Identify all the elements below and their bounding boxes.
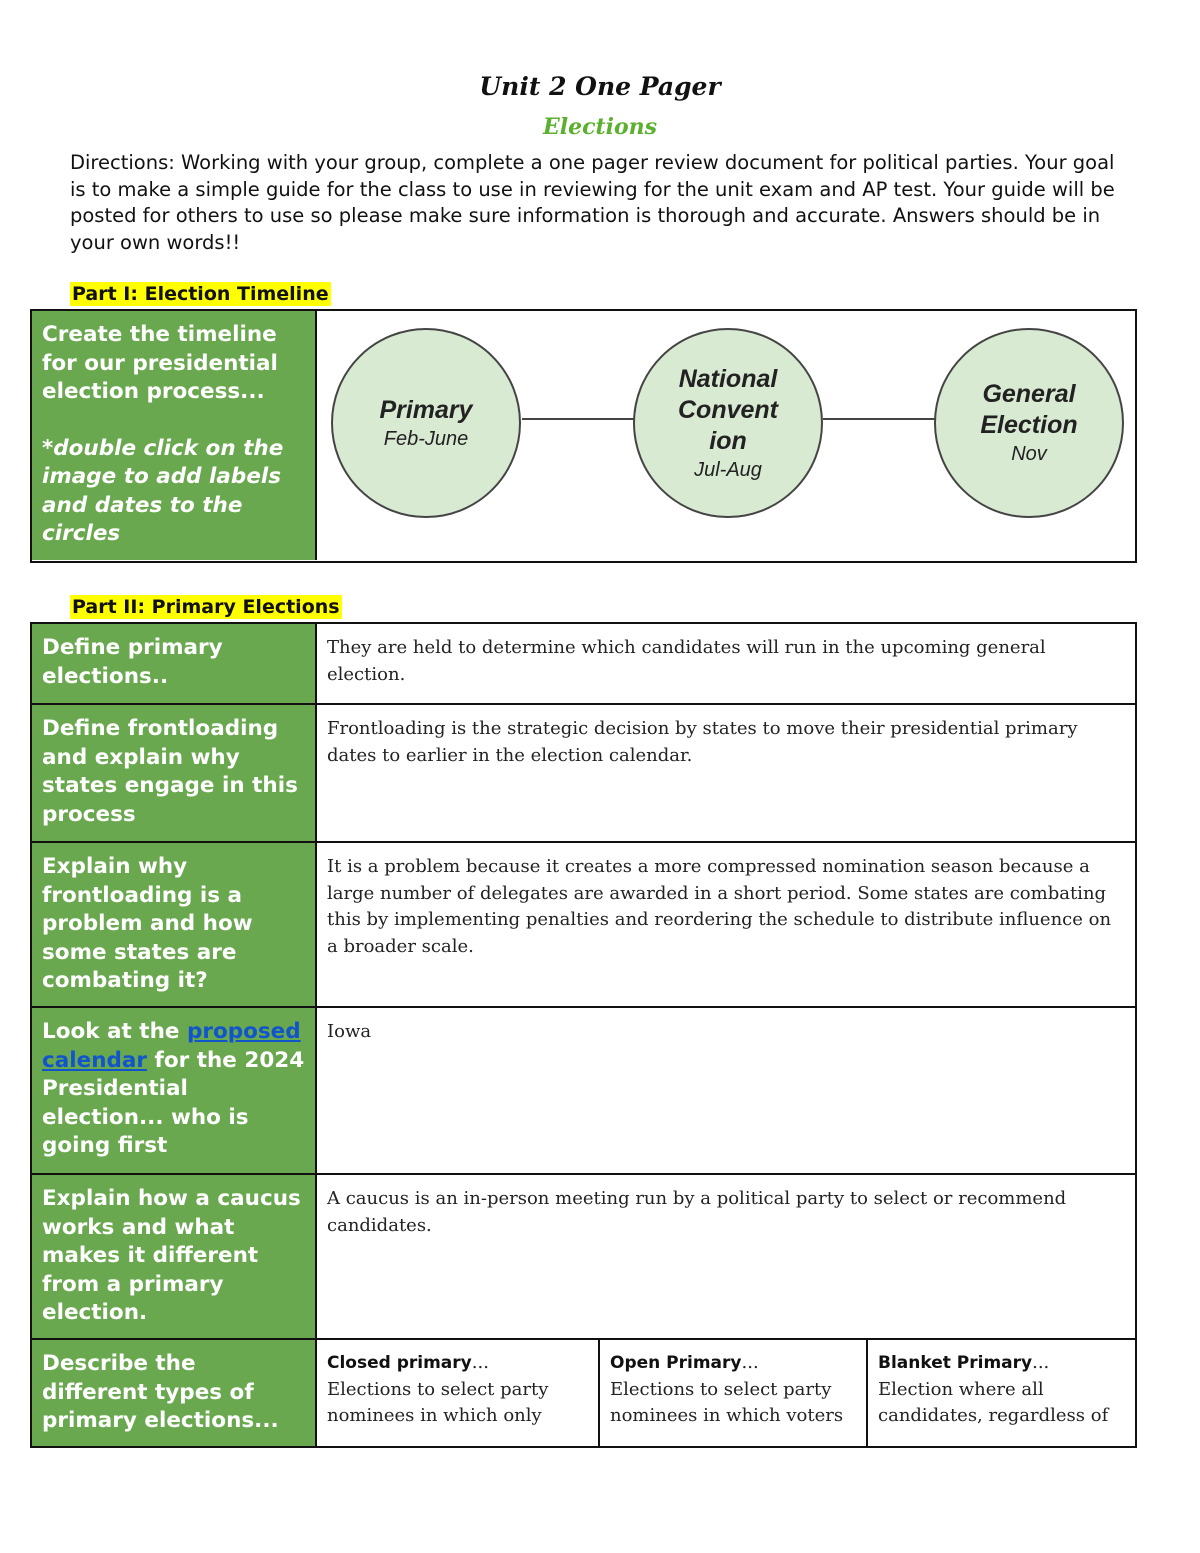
timeline-diagram[interactable] [317,311,1135,560]
primary-type-cell[interactable] [317,1340,600,1446]
primary-type-text: Elections to select party nominees in which voters [610,1378,844,1426]
page-subtitle: Elections [542,114,658,140]
table-row [32,1006,1135,1173]
timeline-circle-name: Primary [379,395,473,424]
primary-elections-table [30,622,1137,1448]
label-text: Look at the [42,1019,187,1044]
proposed-calendar-link[interactable]: proposed calendar [42,1019,301,1073]
part2-heading: Part II: Primary Elections [72,596,340,618]
part1-heading: Part I: Election Timeline [72,283,329,305]
timeline-circle-date: Nov [1011,443,1047,465]
timeline-prompt: Create the timeline for our presidential election process... [42,322,278,404]
table-row [32,624,1135,703]
primary-type-heading: Blanket Primary [878,1353,1033,1373]
row-label: Define primary elections.. [32,624,317,703]
primary-type-ellipsis: ... [1032,1352,1050,1373]
timeline-prompt-cell [32,311,317,560]
primary-type-heading: Closed primary [327,1353,472,1373]
timeline-circle-name: General [982,380,1076,408]
label-text: for the 2024 Presidential election... who is going first [42,1047,305,1158]
row-answer[interactable]: They are held to determine which candidates will run in the upcoming general election. [327,637,1046,685]
row-label: Explain why frontloading is a problem and how some states are combating it? [32,843,317,1006]
primary-type-text: Elections to select party nominees in which only [327,1378,549,1426]
timeline-connector [522,418,634,420]
primary-type-heading: Open Primary [610,1353,742,1373]
primary-type-cell[interactable] [868,1340,1135,1446]
primary-type-text: Election where all candidates, regardless of [878,1378,1109,1426]
timeline-circle-general[interactable] [934,328,1124,518]
table-row [32,1173,1135,1338]
timeline-table [30,309,1137,563]
row-answer[interactable]: Frontloading is the strategic decision by states to move their presidential primary dates to earlier in the election calendar. [327,718,1078,766]
table-row [32,1338,1135,1446]
primary-type-ellipsis: ... [741,1352,759,1373]
row-label [32,1008,317,1173]
table-row [32,841,1135,1006]
primary-type-cell[interactable] [600,1340,868,1446]
row-answer[interactable]: A caucus is an in-person meeting run by a political party to select or recommend candidates. [327,1188,1067,1236]
timeline-circle-name: Election [980,411,1078,439]
timeline-circle-date: Feb-June [383,427,469,450]
timeline-connector [823,418,935,420]
timeline-circle-name: Convent [678,395,778,424]
row-answer[interactable]: It is a problem because it creates a more compressed nomination season because a large number of delegates are awarded in a short period. Some states are combating this by implementing penalties and reordering the schedule to distribute influence on a broader scale. [327,856,1112,957]
row-label: Explain how a caucus works and what makes it different from a primary election. [32,1175,317,1338]
row-label: Describe the different types of primary elections... [32,1340,317,1446]
directions: Directions: Working with your group, complete a one pager review document for political parties. Your goal is to make a simple guide for the class to use in reviewing for the unit exam and AP test. Your guide will be posted for others to use so please make sure information is thorough and accurate. Answers should be in your own words!! [70,151,1115,254]
timeline-circle-name: ion [709,426,747,455]
row-answer[interactable]: Iowa [327,1021,372,1042]
timeline-circle-convention[interactable] [633,328,823,518]
timeline-circle-date: Jul-Aug [694,458,762,481]
page-title: Unit 2 One Pager [479,72,721,101]
timeline-note: *double click on the image to add labels and dates to the circles [42,435,284,546]
primary-type-ellipsis: ... [471,1352,489,1373]
timeline-circle-name: National [678,364,778,393]
timeline-circle-primary[interactable] [331,328,521,518]
row-label: Define frontloading and explain why states engage in this process [32,705,317,841]
table-row [32,703,1135,841]
